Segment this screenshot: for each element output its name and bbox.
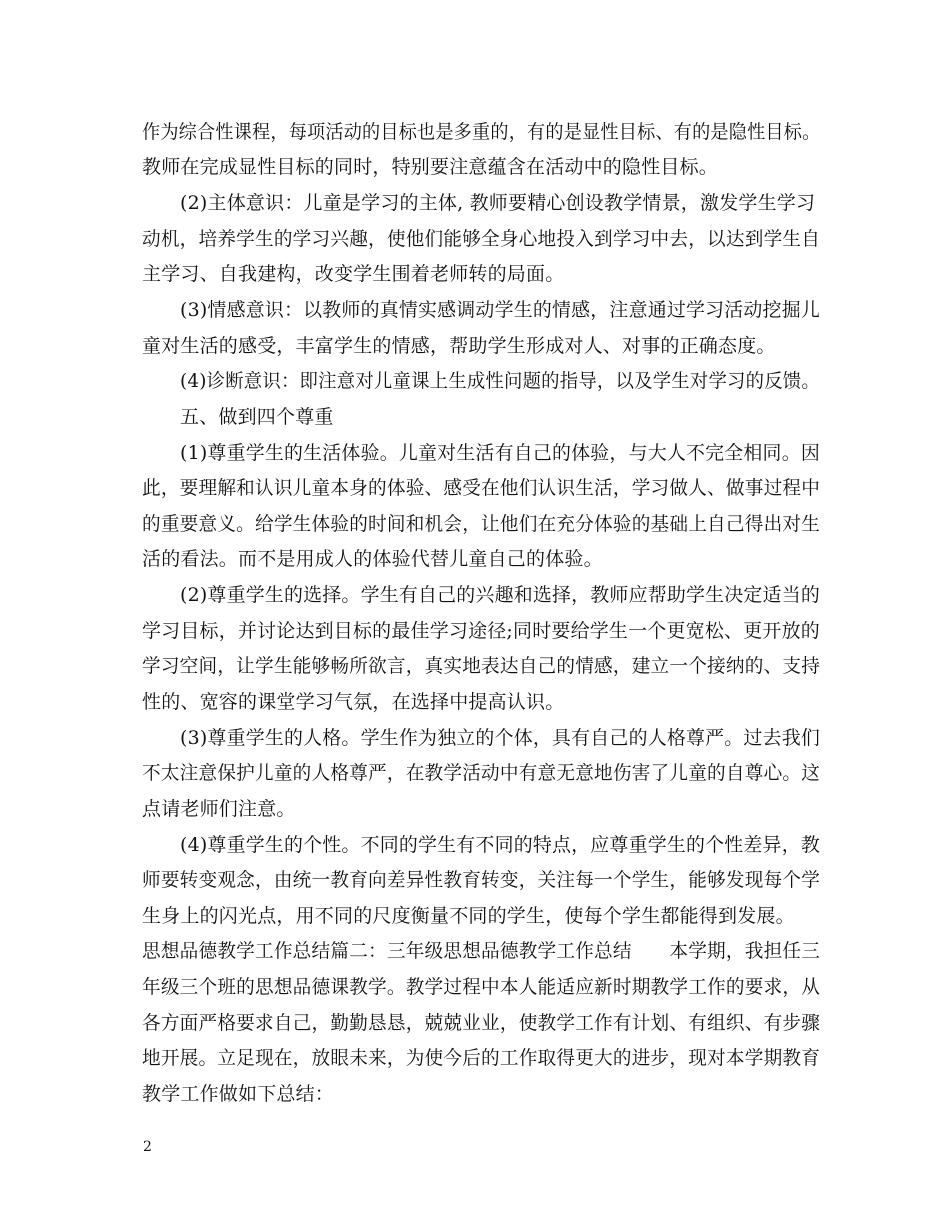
text-line: 童对生活的感受，丰富学生的情感，帮助学生形成对人、对事的正确态度。 [142,335,776,357]
text-line: 教师在完成显性目标的同时，特别要注意蕴含在活动中的隐性目标。 [142,156,719,178]
text-line: 不太注意保护儿童的人格尊严，在教学活动中有意无意地伤害了儿童的自尊心。这 [142,762,821,784]
text-line: 性的、宽容的课堂学习气氛，在选择中提高认识。 [142,691,565,713]
text-line: (4)尊重学生的个性。不同的学生有不同的特点，应尊重学生的个性差异，教 [180,834,820,856]
text-line: 学习空间，让学生能够畅所欲言，真实地表达自己的情感，建立一个接纳的、支持 [142,655,821,677]
text-line: (4)诊断意识：即注意对儿童课上生成性问题的指导，以及学生对学习的反馈。 [180,370,820,392]
text-line: 年级三个班的思想品德课教学。教学过程中本人能适应新时期教学工作的要求，从 [142,976,821,998]
text-line: 主学习、自我建构，改变学生围着老师转的局面。 [142,263,565,285]
page-number: 2 [143,1139,152,1155]
text-line: (3)情感意识：以教师的真情实感调动学生的情感，注意通过学习活动挖掘儿 [180,299,820,321]
text-line: (1)尊重学生的生活体验。儿童对生活有自己的体验，与大人不完全相同。因 [180,442,820,464]
text-line: 教学工作做如下总结： [142,1083,335,1105]
text-line: (3)尊重学生的人格。学生作为独立的个体，具有自己的人格尊严。过去我们 [180,727,820,749]
text-line: 的重要意义。给学生体验的时间和机会，让他们在充分体验的基础上自己得出对生 [142,513,821,535]
text-line: 此，要理解和认识儿童本身的体验、感受在他们认识生活，学习做人、做事过程中 [142,477,821,499]
text-line: 生身上的闪光点，用不同的尺度衡量不同的学生，使每个学生都能得到发展。 [142,905,795,927]
text-line: (2)尊重学生的选择。学生有自己的兴趣和选择，教师应帮助学生决定适当的 [180,584,820,606]
text-line: 学习目标，并讨论达到目标的最佳学习途径;同时要给学生一个更宽松、更开放的 [142,620,820,642]
text-line: 动机，培养学生的学习兴趣，使他们能够全身心地投入到学习中去，以达到学生自 [142,228,821,250]
text-line: 作为综合性课程，每项活动的目标也是多重的，有的是显性目标、有的是隐性目标。 [142,121,821,143]
text-line: 各方面严格要求自己，勤勤恳恳，兢兢业业，使教学工作有计划、有组织、有步骤 [142,1012,821,1034]
text-line: 点请老师们注意。 [142,798,296,820]
section-heading: 五、做到四个尊重 [180,406,334,428]
text-line: 地开展。立足现在，放眼未来，为使今后的工作取得更大的进步，现对本学期教育 [142,1047,821,1069]
text-line: 思想品德教学工作总结篇二：三年级思想品德教学工作总结 本学期，我担任三 [142,940,821,962]
text-line: 师要转变观念，由统一教育向差异性教育转变，关注每一个学生，能够发现每个学 [142,869,821,891]
text-line: (2)主体意识：儿童是学习的主体, 教师要精心创设教学情景，激发学生学习 [180,192,816,214]
text-line: 活的看法。而不是用成人的体验代替儿童自己的体验。 [142,548,603,570]
